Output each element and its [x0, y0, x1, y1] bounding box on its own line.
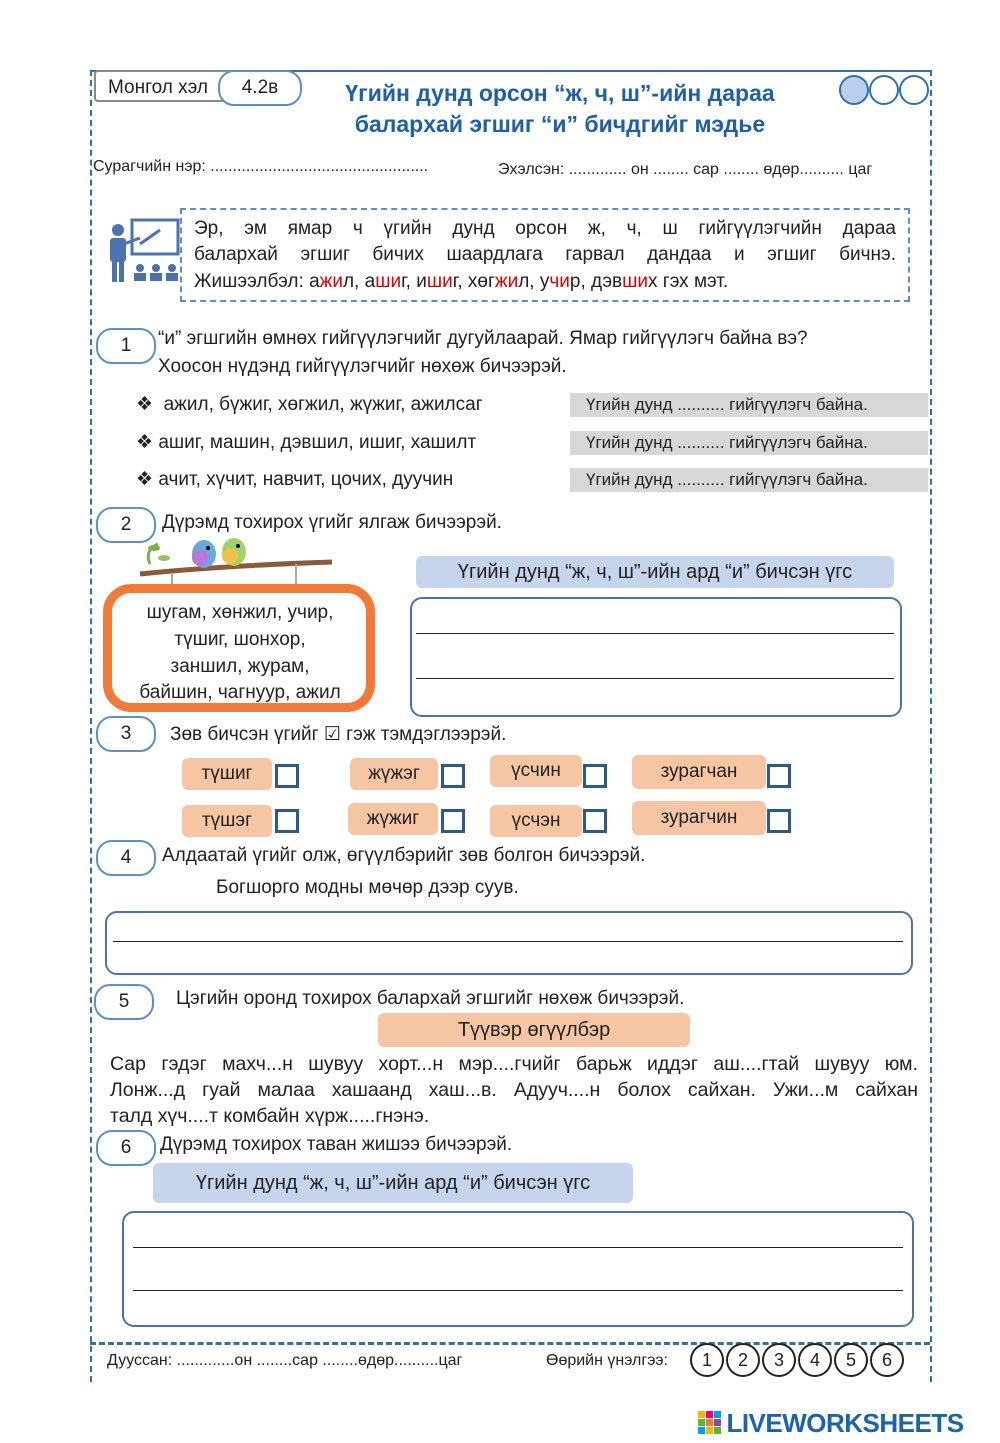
finished-date-field[interactable]: Дууссан: .............он ........сар ........өдөр..........цаг [107, 1352, 463, 1369]
task3-prompt: Зөв бичсэн үгийг ☑ гэж тэмдэглээрэй. [170, 724, 507, 745]
decor-circles-icon [838, 74, 930, 106]
example-word: ажил, [309, 271, 360, 292]
checkbox-tusheg[interactable] [275, 809, 299, 833]
task-number-2: 2 [96, 507, 156, 543]
rule-line2: баларxай эгшиг бичих шаардлага гарвал дандаа и эгшиг бичнэ. [194, 244, 896, 265]
example-tail: гэх мэт. [662, 271, 729, 292]
task-number-3: 3 [96, 716, 156, 752]
task1-prompt-line2: Хоосон нүдэнд гийгүүлэгчийг нөхөж бичээрэй. [158, 356, 567, 377]
checkbox-uschin[interactable] [583, 764, 607, 788]
task4-prompt: Алдаатай үгийг олж, өгүүлбэрийг зөв болгон бичээрэй. [162, 845, 646, 866]
checkbox-juujig[interactable] [441, 809, 465, 833]
self-evaluation-scores [690, 1343, 904, 1377]
task1-row2-answer[interactable]: Үгийн дунд .......... гийгүүлэгч байна. [570, 431, 928, 455]
self-evaluation-label: Өөрийн үнэлгээ: [546, 1352, 668, 1369]
example-label: Жишээлбэл: [194, 271, 304, 292]
checkbox-tushig[interactable] [275, 764, 299, 788]
example-word: ашиг, [364, 271, 411, 292]
task-number-4: 4 [96, 840, 156, 876]
checkbox-zuragchin[interactable] [767, 809, 791, 833]
score-circle-2[interactable]: 2 [726, 1343, 760, 1377]
bullet-icon: ❖ [136, 469, 159, 490]
task-number-6: 6 [96, 1130, 156, 1166]
checkbox-uschen[interactable] [583, 809, 607, 833]
teacher-icon [104, 218, 182, 288]
rule-examples [194, 269, 896, 295]
task6-answer-header: Үгийн дунд “ж, ч, ш”-ийн ард “и” бичсэн үгс [153, 1163, 633, 1203]
liveworksheets-logo-icon [698, 1411, 722, 1437]
score-circle-4[interactable]: 4 [798, 1343, 832, 1377]
score-circle-5[interactable]: 5 [834, 1343, 868, 1377]
task6-prompt: Дүрэмд тохирох таван жишээ бичээрэй. [160, 1134, 513, 1155]
task2-prompt: Дүрэмд тохирох үгийг ялгаж бичээрэй. [162, 512, 502, 533]
example-word: дэвших [591, 271, 658, 292]
task1-row1-answer[interactable]: Үгийн дунд .......... гийгүүлэгч байна. [570, 393, 928, 417]
task2-answer-line1[interactable] [416, 633, 894, 634]
rule-line1: Эр, эм ямар ч үгийн дунд орсон ж, ч, ш гийгүүлэгчийн дараа [194, 218, 896, 239]
bullet-icon: ❖ [136, 394, 164, 415]
option-uschin[interactable]: үсчин [490, 755, 582, 787]
option-tusheg[interactable]: түшэг [182, 805, 272, 837]
subject-label: Монгол хэл [94, 70, 234, 102]
task4-answer-line[interactable] [113, 941, 903, 942]
task1-row3-words[interactable]: ❖ ачит, хүчит, навчит, цочих, дуучин [136, 469, 454, 490]
task-number-5: 5 [94, 984, 154, 1020]
highlighted-syllable: ши [426, 271, 453, 292]
task2-answer-header: Үгийн дунд “ж, ч, ш”-ийн ард “и” бичсэн үгс [416, 556, 894, 588]
example-word: хөгжил, [467, 271, 535, 292]
task5-prompt: Цэгийн оронд тохирох баларxай эгшгийг нөхөж бичээрэй. [176, 988, 685, 1009]
task1-prompt-line1: “и” эгшгийн өмнөх гийгүүлэгчийг дугуйлаарай. Ямар гийгүүлэгч байна вэ? [158, 328, 808, 349]
example-word: ишиг, [416, 271, 463, 292]
bullet-icon: ❖ [136, 432, 159, 453]
option-juujig[interactable]: жүжиг [348, 803, 438, 835]
word-bank-line4: байшин, чагнуур, ажил [139, 682, 341, 703]
option-zuragchan[interactable]: зурагчан [632, 755, 766, 789]
task5-text-line3[interactable]: талд хүч....т комбайн хүрж.....гнэнэ. [110, 1105, 430, 1127]
score-circle-1[interactable]: 1 [690, 1343, 724, 1377]
checkbox-juujeg[interactable] [441, 764, 465, 788]
task6-answer-line2[interactable] [133, 1290, 903, 1291]
option-uschen[interactable]: үсчэн [490, 805, 582, 837]
task5-text-line1[interactable]: Сар гэдэг махч...н шувуу хорт...н мэр....гчийг барьж иддэг аш....гтай шувуу юм. [110, 1053, 918, 1075]
page-title-line2: баларxай эгшиг “и” бичдгийг мэдье [354, 111, 766, 137]
option-juujeg[interactable]: жүжэг [350, 758, 438, 790]
word-bank-line3: заншил, журам, [170, 656, 310, 677]
highlighted-syllable: жи [494, 271, 519, 292]
task6-answer-box[interactable] [122, 1211, 914, 1327]
task5-text-line2[interactable]: Лонж...д гуай малаа хашаанд хаш...в. Адууч....н болох сайхан. Ужи...м сайхан [110, 1079, 918, 1101]
word-bank-line2: түшиг, шонхор, [174, 629, 306, 650]
score-circle-3[interactable]: 3 [762, 1343, 796, 1377]
score-circle-6[interactable]: 6 [870, 1343, 904, 1377]
task6-answer-line1[interactable] [133, 1247, 903, 1248]
task4-answer-box[interactable] [105, 911, 913, 975]
task-number-1: 1 [96, 328, 156, 364]
task1-row3-answer[interactable]: Үгийн дунд .......... гийгүүлэгч байна. [570, 468, 928, 492]
highlighted-syllable: чи [549, 271, 570, 292]
highlighted-syllable: жи [319, 271, 343, 292]
task4-sentence: Богшорго модны мөчөр дээр суув. [216, 877, 519, 898]
task1-row1-words[interactable]: ❖ ажил, бүжиг, хөгжил, жүжиг, ажилсаг [136, 394, 483, 415]
task2-answer-line2[interactable] [416, 678, 894, 679]
task2-answer-box[interactable] [410, 597, 902, 717]
task1-row2-words[interactable]: ❖ ашиг, машин, дэвшил, ишиг, хашилт [136, 432, 477, 453]
highlighted-syllable: ши [375, 271, 402, 292]
student-name-field[interactable]: Сурагчийн нэр: ................................................. [93, 158, 429, 175]
page-title-line1: Үгийн дунд орсон “ж, ч, ш”-ийн дараа [345, 80, 775, 106]
highlighted-syllable: ши [622, 271, 648, 292]
checkbox-zuragchan[interactable] [767, 764, 791, 788]
word-bank-line1: шугам, хөнжил, учир, [146, 602, 334, 623]
liveworksheets-wordmark: LIVEWORKSHEETS [726, 1408, 964, 1438]
liveworksheets-logo [698, 1408, 964, 1438]
task5-label: Түүвэр өгүүлбэр [378, 1013, 690, 1047]
start-date-field[interactable]: Эхэлсэн: ............. он ........ сар ........ өдөр.......... цаг [498, 161, 873, 178]
option-zuragchin[interactable]: зурагчин [632, 801, 766, 835]
option-tushig[interactable]: түшиг [182, 758, 272, 790]
example-word: учир, [539, 271, 586, 292]
grade-badge: 4.2в [218, 70, 302, 106]
